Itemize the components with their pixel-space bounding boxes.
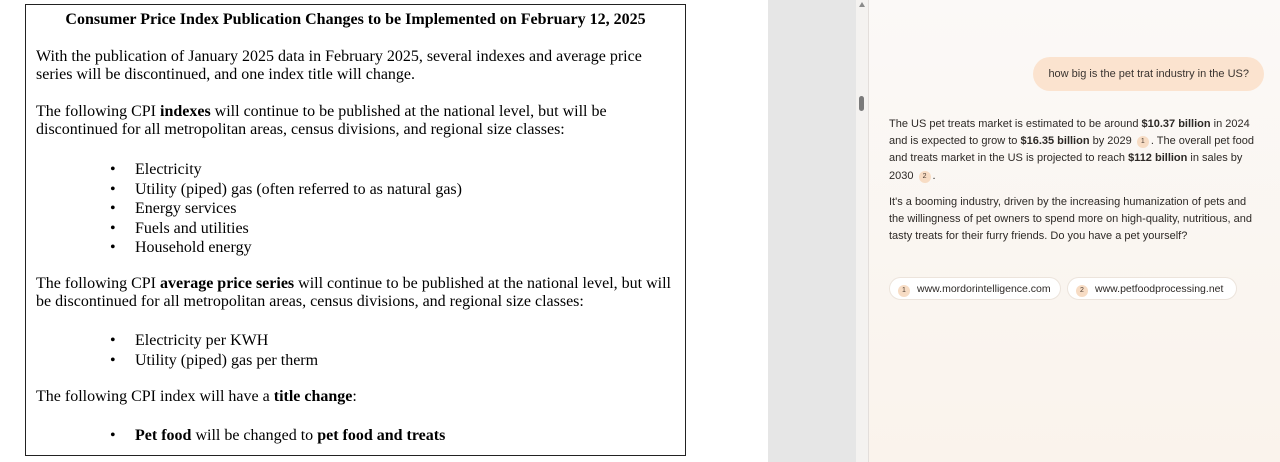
title-change-paragraph: The following CPI index will have a title change:	[36, 388, 357, 405]
list-item: • Utility (piped) gas per therm	[110, 351, 318, 371]
list-item: • Electricity	[110, 160, 462, 180]
list-item: • Fuels and utilities	[110, 219, 462, 239]
list-item: • Utility (piped) gas (often referred to as natural gas)	[110, 180, 462, 200]
list-item: • Pet food will be changed to pet food and treats	[110, 426, 445, 446]
citation-badge[interactable]: 1	[1137, 136, 1149, 148]
source-link[interactable]: 2 www.petfoodprocessing.net	[1067, 277, 1237, 300]
intro-paragraph: With the publication of January 2025 data in February 2025, several indexes and average price series will be discontinued, and one index title will change.	[36, 48, 642, 83]
scroll-up-arrow-icon[interactable]	[859, 2, 865, 7]
user-message-bubble: how big is the pet trat industry in the US?	[1033, 57, 1264, 91]
average-price-list	[110, 331, 318, 370]
pane-gutter	[768, 0, 856, 462]
source-link[interactable]: 1 www.mordorintelligence.com	[889, 277, 1061, 300]
list-item: • Energy services	[110, 199, 462, 219]
response-paragraph: The US pet treats market is estimated to be around $10.37 billion in 2024 and is expected to grow to $16.35 billion by 2029 1 . The overall pet food and treats market in the US is projected to reach $112 billion in sales by 2030 2 .	[889, 118, 1254, 182]
scrollbar-thumb[interactable]	[859, 96, 864, 111]
citation-badge[interactable]: 2	[919, 171, 931, 183]
assistant-response	[889, 116, 1264, 254]
chat-panel	[869, 0, 1280, 462]
list-item: • Household energy	[110, 238, 462, 258]
scrollbar[interactable]	[856, 0, 868, 462]
citation-badge: 1	[898, 285, 910, 297]
document-page	[25, 4, 686, 456]
indexes-list	[110, 160, 462, 258]
document-title: Consumer Price Index Publication Changes to be Implemented on February 12, 2025	[65, 11, 646, 28]
average-price-paragraph: The following CPI average price series will continue to be published at the national level, but will be discontinued for all metropolitan areas, census divisions, and regional size classes:	[36, 275, 671, 310]
list-item: • Electricity per KWH	[110, 331, 318, 351]
indexes-paragraph: The following CPI indexes will continue to be published at the national level, but will be discontinued for all metropolitan areas, census divisions, and regional size classes:	[36, 103, 607, 138]
citation-badge: 2	[1076, 285, 1088, 297]
response-paragraph: It's a booming industry, driven by the increasing humanization of pets and the willingness of pet owners to spend more on high-quality, nutritious, and tasty treats for their furry friends. Do you have a pet yourself?	[889, 195, 1253, 243]
title-change-list	[110, 426, 445, 446]
